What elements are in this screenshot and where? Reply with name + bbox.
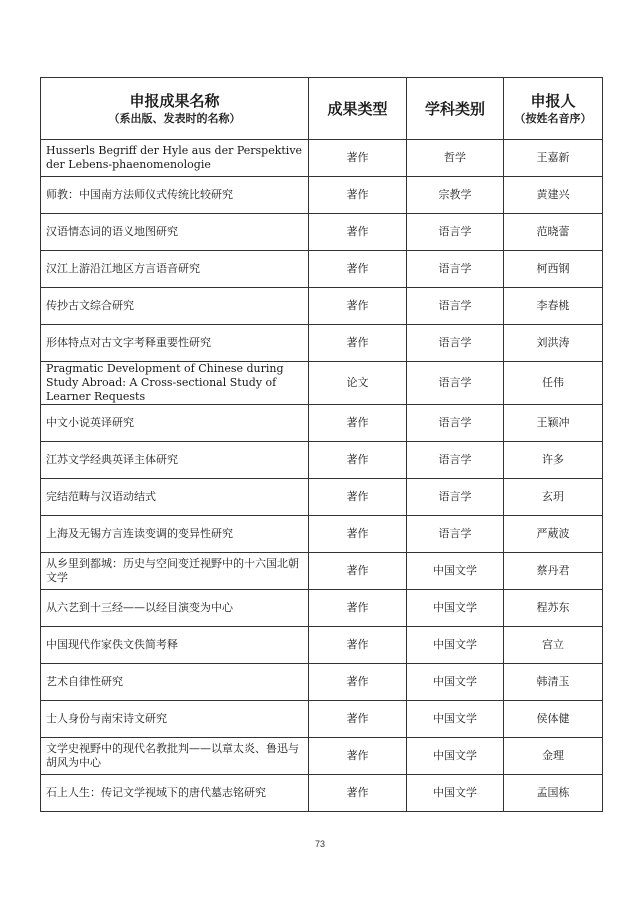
achievement-type-cell: 著作 <box>309 214 407 251</box>
header-row <box>41 78 603 140</box>
table-header <box>41 78 603 140</box>
header-title-note: （系出版、发表时的名称） <box>108 111 241 125</box>
table-row <box>41 664 603 701</box>
achievement-type-cell: 著作 <box>309 664 407 701</box>
discipline-cell: 语言学 <box>407 442 504 479</box>
achievement-type-cell: 著作 <box>309 553 407 590</box>
header-discipline: 学科类别 <box>424 100 485 118</box>
applicant-cell: 宫立 <box>504 627 603 664</box>
table-row <box>41 288 603 325</box>
achievement-type-cell: 著作 <box>309 140 407 177</box>
discipline-cell: 语言学 <box>407 516 504 553</box>
applicant-cell: 蔡丹君 <box>504 553 603 590</box>
applicant-cell: 王嘉新 <box>504 140 603 177</box>
achievement-title-cell: 汉江上游沿江地区方言语音研究 <box>41 251 309 288</box>
discipline-cell: 语言学 <box>407 479 504 516</box>
achievement-title-cell: 艺术自律性研究 <box>41 664 309 701</box>
achievement-type-cell: 著作 <box>309 288 407 325</box>
discipline-cell: 语言学 <box>407 362 504 405</box>
achievement-title-cell: 形体特点对古文字考释重要性研究 <box>41 325 309 362</box>
achievement-title-cell: 江苏文学经典英译主体研究 <box>41 442 309 479</box>
achievement-title-cell: 士人身份与南宋诗文研究 <box>41 701 309 738</box>
achievement-type-cell: 著作 <box>309 177 407 214</box>
discipline-cell: 中国文学 <box>407 627 504 664</box>
achievement-type-cell: 著作 <box>309 701 407 738</box>
table-row <box>41 479 603 516</box>
applicant-cell: 侯体健 <box>504 701 603 738</box>
applicant-cell: 严葳波 <box>504 516 603 553</box>
discipline-cell: 中国文学 <box>407 553 504 590</box>
applicant-cell: 任伟 <box>504 362 603 405</box>
achievement-type-cell: 著作 <box>309 325 407 362</box>
discipline-cell: 中国文学 <box>407 590 504 627</box>
discipline-cell: 语言学 <box>407 288 504 325</box>
table-row <box>41 251 603 288</box>
achievement-type-cell: 著作 <box>309 590 407 627</box>
table-row <box>41 590 603 627</box>
table-row <box>41 362 603 405</box>
applicant-cell: 范晓蕾 <box>504 214 603 251</box>
achievement-title-cell: 完结范畴与汉语动结式 <box>41 479 309 516</box>
applicant-cell: 程苏东 <box>504 590 603 627</box>
discipline-cell: 语言学 <box>407 325 504 362</box>
achievement-title-cell: 传抄古文综合研究 <box>41 288 309 325</box>
achievement-type-cell: 著作 <box>309 251 407 288</box>
table-row <box>41 553 603 590</box>
applicant-cell: 柯西钢 <box>504 251 603 288</box>
table-row <box>41 738 603 775</box>
header-title-cell <box>41 78 309 140</box>
header-type: 成果类型 <box>327 100 388 118</box>
header-discipline-cell <box>407 78 504 140</box>
discipline-cell: 中国文学 <box>407 775 504 812</box>
achievement-title-cell: 文学史视野中的现代名教批判——以章太炎、鲁迅与胡风为中心 <box>41 738 309 775</box>
achievement-type-cell: 著作 <box>309 627 407 664</box>
discipline-cell: 语言学 <box>407 214 504 251</box>
achievement-type-cell: 著作 <box>309 516 407 553</box>
header-applicant-cell <box>504 78 603 140</box>
applicant-cell: 刘洪涛 <box>504 325 603 362</box>
page-number: 73 <box>314 839 325 849</box>
discipline-cell: 宗教学 <box>407 177 504 214</box>
applicant-cell: 孟国栋 <box>504 775 603 812</box>
achievement-title-cell: 从乡里到都城：历史与空间变迁视野中的十六国北朝文学 <box>41 553 309 590</box>
applicant-cell: 玄玥 <box>504 479 603 516</box>
discipline-cell: 语言学 <box>407 405 504 442</box>
table-row <box>41 516 603 553</box>
applicant-cell: 许多 <box>504 442 603 479</box>
table-row <box>41 140 603 177</box>
achievement-type-cell: 著作 <box>309 442 407 479</box>
header-applicant: 申报人 <box>530 91 576 110</box>
achievement-type-cell: 论文 <box>309 362 407 405</box>
achievement-title-cell: 从六艺到十三经——以经目演变为中心 <box>41 590 309 627</box>
header-title: 申报成果名称 <box>129 91 220 110</box>
achievement-type-cell: 著作 <box>309 405 407 442</box>
applicant-cell: 李春桃 <box>504 288 603 325</box>
header-type-cell <box>309 78 407 140</box>
table-row <box>41 325 603 362</box>
achievement-type-cell: 著作 <box>309 738 407 775</box>
achievement-type-cell: 著作 <box>309 479 407 516</box>
achievement-title-cell: Husserls Begriff der Hyle aus der Perspektive der Lebens-phaenomenologie <box>41 140 309 177</box>
table-row <box>41 701 603 738</box>
discipline-cell: 哲学 <box>407 140 504 177</box>
table-row <box>41 214 603 251</box>
achievement-title-cell: 中文小说英译研究 <box>41 405 309 442</box>
table-row <box>41 405 603 442</box>
table-row <box>41 177 603 214</box>
table-body <box>41 140 603 812</box>
achievement-title-cell: 中国现代作家佚文佚简考释 <box>41 627 309 664</box>
discipline-cell: 中国文学 <box>407 664 504 701</box>
table-row <box>41 627 603 664</box>
applicant-cell: 金理 <box>504 738 603 775</box>
applicant-cell: 黄建兴 <box>504 177 603 214</box>
table-row <box>41 442 603 479</box>
achievement-title-cell: 师教：中国南方法师仪式传统比较研究 <box>41 177 309 214</box>
discipline-cell: 中国文学 <box>407 701 504 738</box>
discipline-cell: 中国文学 <box>407 738 504 775</box>
results-table <box>40 77 603 812</box>
achievement-type-cell: 著作 <box>309 775 407 812</box>
achievement-title-cell: 石上人生：传记文学视域下的唐代墓志铭研究 <box>41 775 309 812</box>
applicant-cell: 王颖冲 <box>504 405 603 442</box>
achievement-title-cell: Pragmatic Development of Chinese during Study Abroad: A Cross-sectional Study of Learner Requests <box>41 362 309 405</box>
table-row <box>41 775 603 812</box>
applicant-cell: 韩清玉 <box>504 664 603 701</box>
achievement-title-cell: 汉语情态词的语义地图研究 <box>41 214 309 251</box>
discipline-cell: 语言学 <box>407 251 504 288</box>
achievement-title-cell: 上海及无锡方言连读变调的变异性研究 <box>41 516 309 553</box>
header-applicant-note: （按姓名音序） <box>514 111 592 125</box>
